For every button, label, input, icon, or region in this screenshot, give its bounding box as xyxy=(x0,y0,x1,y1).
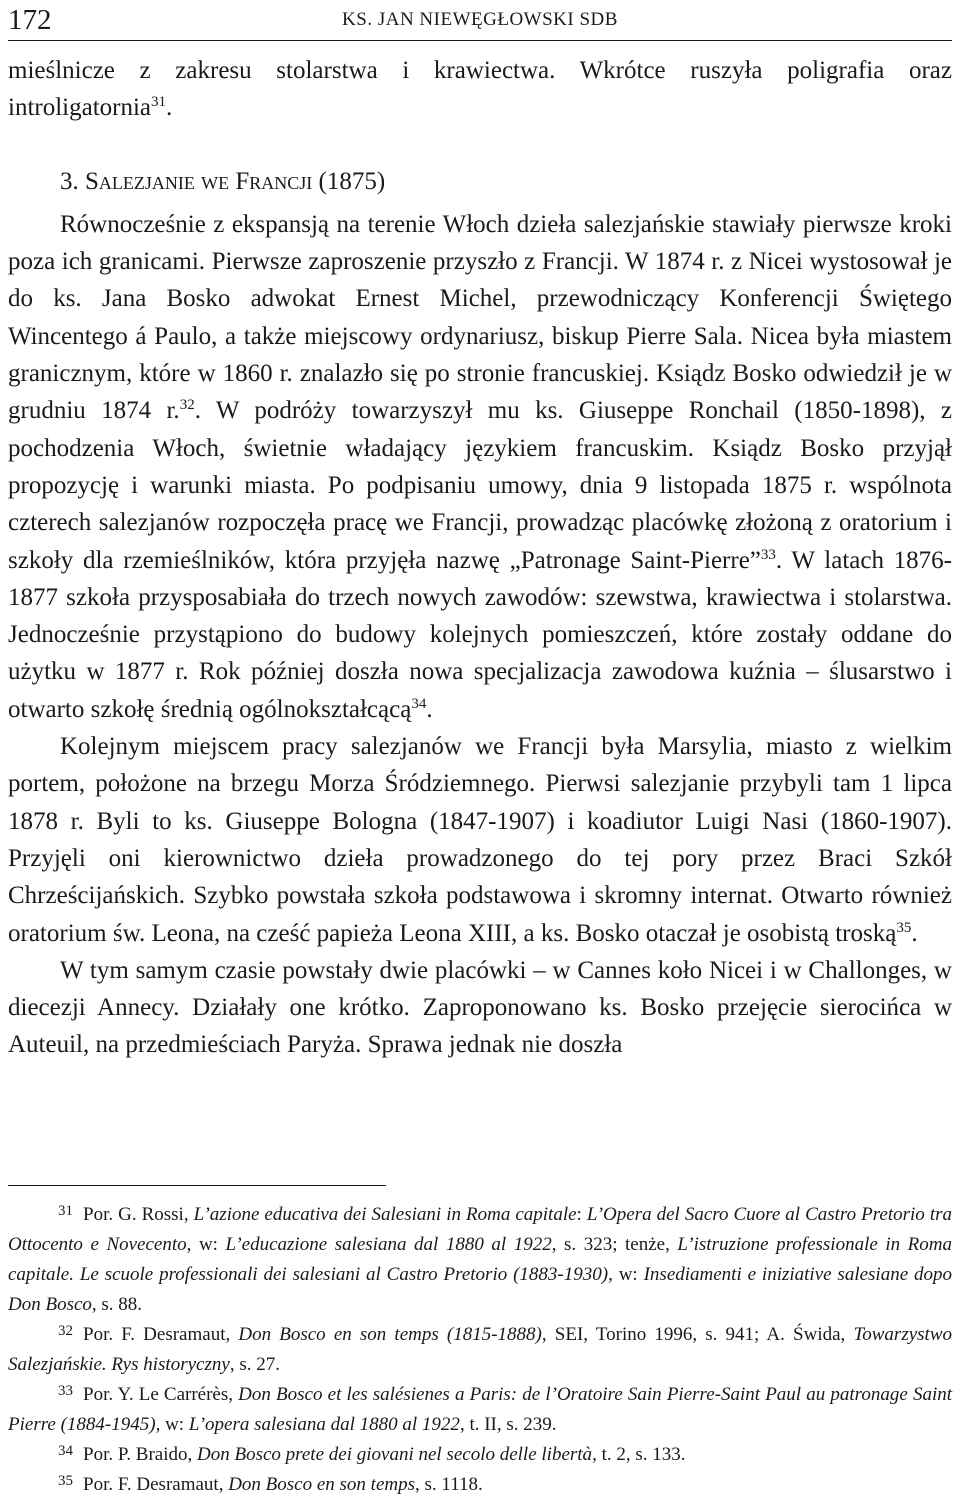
page-header xyxy=(8,0,952,40)
footnote-31: $^{31}$ Por. G. Rossi, L’azione educativa dei Salesiani in Roma capitale: L’Opera del Sacro Cuore al Castro Pretorio tra Ottocento e Novecento, w: L’educazione salesiana dal 1880 al 1922, s. 323; tenże, L’istruzione professionale in Roma capitale. Le scuole professionali dei salesiani al Castro Pretorio (1883-1930), w: Insediamenti e iniziative salesiane dopo Don Bosco, s. 88. xyxy=(8,1203,953,1315)
paragraph-3: Kolejnym miejscem pracy salezjanów we Francji była Marsylia, miasto z wielkim portem, położone na brzegu Morza Śródziemnego. Pierwsi salezjanie przybyli tam 1 lipca 1878 r. Byli to ks. Giuseppe Bologna (1847-1907) i koadiutor Luigi Nasi (1860-1907). Przyjęli oni kierownictwo dzieła prowadzonego do tej pory przez Braci Szkół Chrześcijańskich. Szybko powstała szkoła podstawowa i skromny internat. Otwarto również oratorium św. Leona, na cześć papieża Leona XIII, a ks. Bosko otaczał je osobistą troską$^{35}$. xyxy=(8,733,952,947)
footnote-34: $^{34}$ Por. P. Braido, Don Bosco prete dei giovani nel secolo delle libertà, t. 2, s. 133. xyxy=(58,1443,686,1465)
footnote-ref-34: 34 xyxy=(411,695,427,712)
footnote-ref-35: 35 xyxy=(896,919,912,936)
footnote-ref-33: 33 xyxy=(760,546,776,563)
footnote-separator xyxy=(8,1185,386,1186)
paragraph-4: W tym samym czasie powstały dwie placówki – w Cannes koło Nicei i w Challonges, w diecezji Annecy. Działały one krótko. Zaproponowano ks. Bosko przejęcie sierocińca w Auteuil, na przedmieściach Paryża. Sprawa jednak nie doszła xyxy=(8,956,952,1059)
footnote-35: $^{35}$ Por. F. Desramaut, Don Bosco en son temps, s. 1118. xyxy=(58,1473,483,1495)
footnote-32: $^{32}$ Por. F. Desramaut, Don Bosco en son temps (1815-1888), SEI, Torino 1996, s. 941; A. Świda, Towarzystwo Salezjańskie. Rys historyczny, s. 27. xyxy=(8,1323,952,1375)
section-heading-title: Salezjanie we Francji xyxy=(85,167,313,195)
footnotes xyxy=(8,1200,952,1500)
paragraph-2: Równocześnie z ekspansją na terenie Włoch dzieła salezjańskie stawiały pierwsze kroki poza ich granicami. Pierwsze zaproszenie przyszło z Francji. W 1874 r. z Nicei wystosował je do ks. Jana Bosko adwokat Ernest Michel, przewodniczący Konferencji Świętego Wincentego á Paulo, a także miejscowy ordynariusz, biskup Pierre Sala. Nicea była miastem granicznym, które w 1860 r. znalazło się po stronie francuskiej. Ksiądz Bosko odwiedził je w grudniu 1874 r.$^{32}$. W podróży towarzyszył mu ks. Giuseppe Ronchail (1850-1898), z pochodzenia Włoch, świetnie władający językiem francuskim. Ksiądz Bosko przyjął propozycję i warunki miasta. Po podpisaniu umowy, dnia 9 listopada 1875 r. wspólnota czterech salezjanów rozpoczęła pracę we Francji, prowadząc placówkę złożoną z oratorium i szkoły dla rzemieślników, która przyjęła nazwę „Patronage Saint-Pierre”$^{33}$. W latach 1876-1877 szkoła przysposabiała do trzech nowych zawodów: szewstwa, krawiectwa i stolarstwa. Jednocześnie przystąpiono do budowy kolejnych pomieszczeń, które zostały oddane do użytku w 1877 r. Rok później doszła nowa specjalizacja zawodowa kuźnia – ślusarstwo i otwarto szkołę średnią ogólnokształcącą$^{34}$. xyxy=(8,210,952,723)
header-rule xyxy=(8,40,952,41)
running-title: KS. JAN NIEWĘGŁOWSKI SDB xyxy=(342,9,618,30)
page-number: 172 xyxy=(8,4,52,36)
footnote-ref-31: 31 xyxy=(151,94,167,111)
footnote-ref-32: 32 xyxy=(179,397,195,414)
paragraph-1: mieślnicze z zakresu stolarstwa i krawiectwa. Wkrótce ruszyła poligrafia oraz introligatornia$^{31}$. xyxy=(8,57,952,122)
body-text xyxy=(8,52,952,1064)
section-heading: 3. Salezjanie we Francji (1875) xyxy=(60,167,386,195)
footnote-33: $^{33}$ Por. Y. Le Carrérès, Don Bosco et les salésienes a Paris: de l’Oratoire Sain Pierre-Saint Paul au patronage Saint Pierre (1884-1945), w: L’opera salesiana dal 1880 al 1922, t. II, s. 239. xyxy=(8,1383,952,1435)
